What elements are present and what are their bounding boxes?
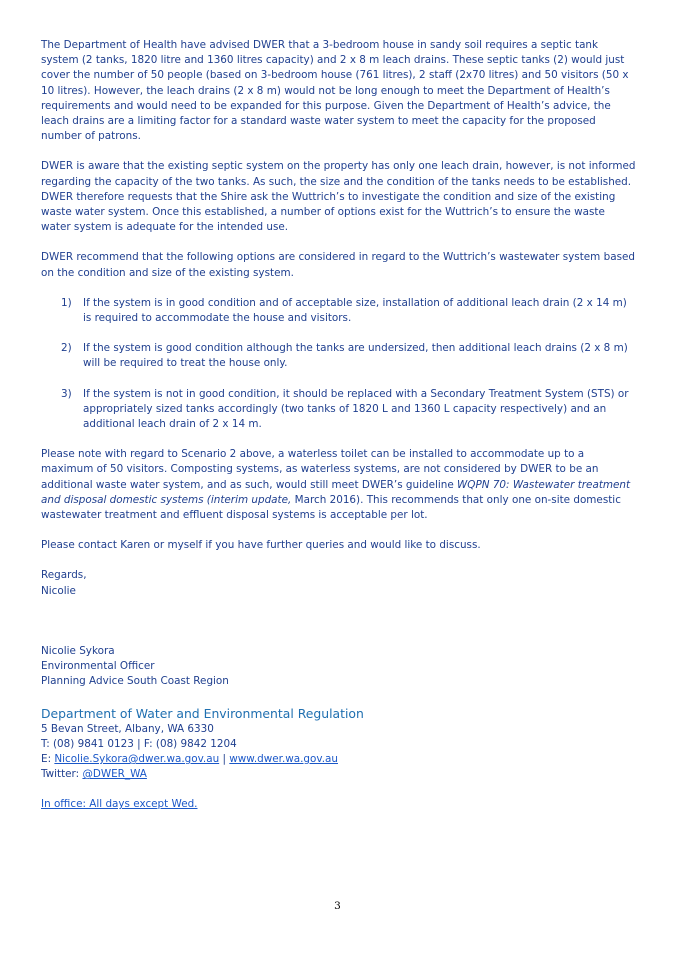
letter-body <box>41 38 637 813</box>
option-item-2 <box>41 341 637 371</box>
separator: | <box>219 752 230 765</box>
paragraph-recommendation-intro: DWER recommend that the following options are considered in regard to the Wuttrich’s wastewater system based on the condition and size of the existing system. <box>41 251 635 279</box>
regards-text: Regards, <box>41 569 87 582</box>
signoff <box>41 568 637 598</box>
phone-fax: T: (08) 9841 0123 | F: (08) 9842 1204 <box>41 737 237 750</box>
signature-name: Nicolie Sykora <box>41 644 115 657</box>
twitter-link[interactable]: @DWER_WA <box>82 768 147 781</box>
twitter-label: Twitter: <box>41 768 83 781</box>
paragraph-existing-system: DWER is aware that the existing septic system on the property has only one leach drain, however, is not informed regarding the capacity of the two tanks. As such, the size and the condition of the tanks needs to be established. DWER therefore requests that the Shire ask the Wuttrich’s to investigate the condition and size of the existing waste water system. Once this established, a number of options exist for the Wuttrich’s to ensure the waste water system is adequate for the intended use. <box>41 160 636 234</box>
waterless-text-end: March 2016). This recommends that only one on-site domestic wastewater treatment and effluent disposal systems is acceptable per lot. <box>41 493 621 522</box>
page-number: 3 <box>334 900 341 912</box>
paragraph-waterless-toilet <box>41 447 637 523</box>
option-text: If the system is good condition although the tanks are undersized, then additional leach drains (2 x 8 m) will be required to treat the house only. <box>83 342 628 370</box>
signature-block <box>41 644 637 690</box>
option-item-1 <box>41 296 637 326</box>
option-text: If the system is in good condition and of acceptable size, installation of additional leach drain (2 x 14 m) is required to accommodate the house and visitors. <box>83 296 627 325</box>
option-text: If the system is not in good condition, it should be replaced with a Secondary Treatment System (STS) or appropriately sized tanks accordingly (two tanks of 1820 L and 1360 L capacity respectively) and an additional leach drain of 2 x 14 m. <box>83 387 629 431</box>
option-number: 2) <box>61 342 72 355</box>
paragraph-contact: Please contact Karen or myself if you have further queries and would like to discuss. <box>41 539 481 552</box>
organisation-contact <box>41 705 637 783</box>
organisation-address: 5 Bevan Street, Albany, WA 6330 <box>41 722 214 735</box>
paragraph-health-advice: The Department of Health have advised DWER that a 3-bedroom house in sandy soil requires a septic tank system (2 tanks, 1820 litre and 1360 litres capacity) and 2 x 8 m leach drains. These septic tanks (2) would just cover the number of 50 people (based on 3-bedroom house (761 litres), 2 staff (2x70 litres) and 50 visitors (50 x 10 litres). However, the leach drains (2 x 8 m) would not be long enough to meet the Department of Health’s requirements and would need to be expanded for this purpose. Given the Department of Health’s advice, the leach drains are a limiting factor for a standard waste water system to meet the capacity for the proposed number of patrons. <box>41 39 629 143</box>
option-number: 1) <box>61 296 72 309</box>
email-link[interactable]: Nicolie.Sykora@dwer.wa.gov.au <box>54 752 220 765</box>
option-number: 3) <box>61 387 72 400</box>
office-days-note[interactable]: In office: All days except Wed. <box>41 798 198 811</box>
waterless-text-start: Please note with regard to Scenario 2 above, a waterless toilet can be installed to accommodate up to a maximum of 50 visitors. Composting systems, as waterless systems, are not considered by DWER to be an additional waste water system, and as such, would still meet DWER’s guideline <box>41 448 599 491</box>
signature-title: Environmental Officer <box>41 660 155 673</box>
option-item-3 <box>41 387 637 433</box>
options-list <box>41 296 637 432</box>
organisation-name: Department of Water and Environmental Regulation <box>41 705 364 721</box>
email-web-line <box>41 752 637 767</box>
signoff-name: Nicolie <box>41 584 76 597</box>
website-link[interactable]: www.dwer.wa.gov.au <box>229 752 338 765</box>
twitter-line <box>41 767 637 782</box>
guideline-title: WQPN 70: Wastewater treatment and disposal domestic systems (interim update, <box>41 478 631 506</box>
signature-unit: Planning Advice South Coast Region <box>41 675 229 688</box>
email-label: E: <box>41 752 55 765</box>
